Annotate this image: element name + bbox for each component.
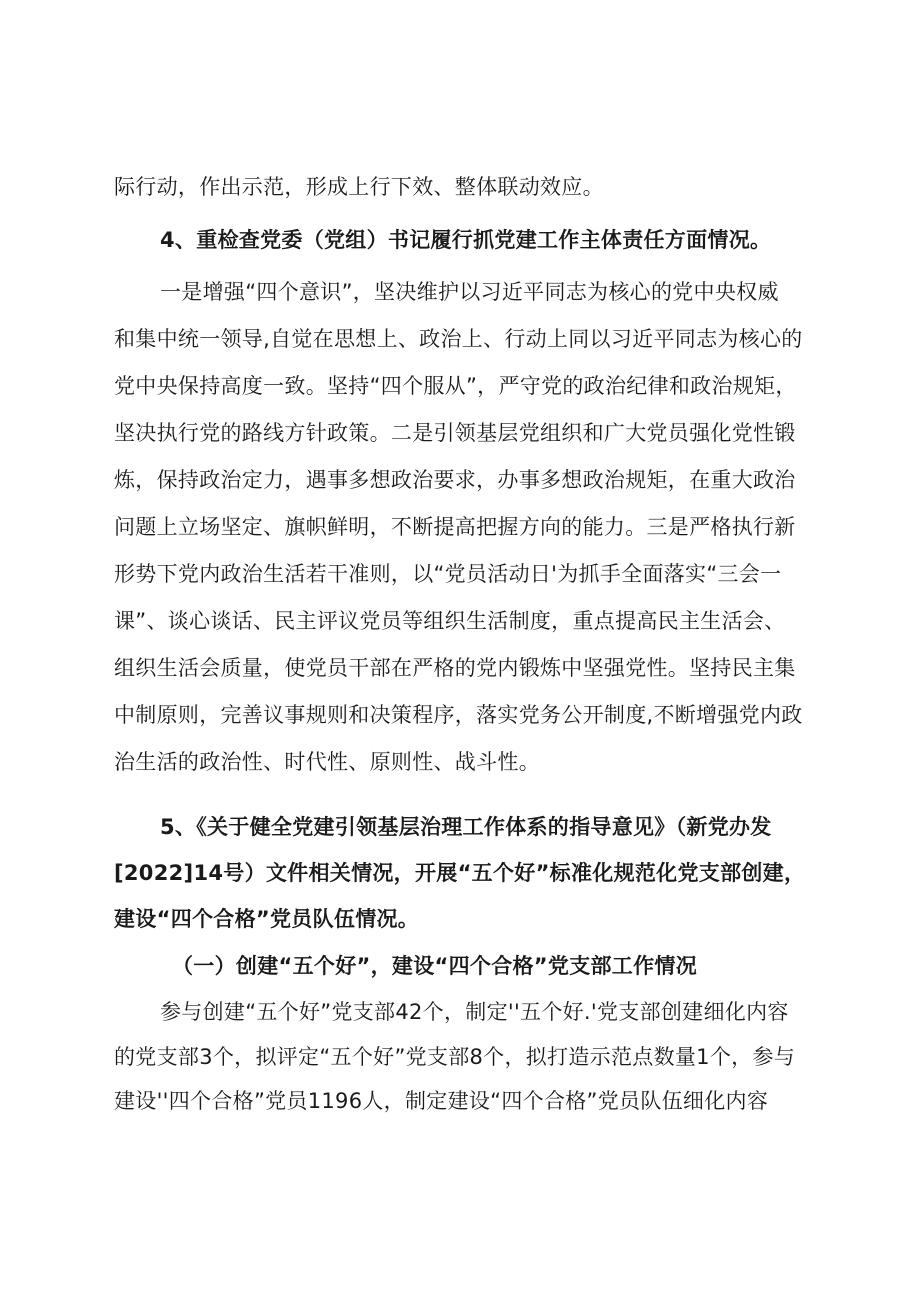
paragraph-line: 中制原则，完善议事规则和决策程序，落实党务公开制度,不断增强党内政 bbox=[114, 703, 803, 727]
section-heading-4: 4、重检查党委（党组）书记履行抓党建工作主体责任方面情况。 bbox=[160, 228, 772, 252]
paragraph-line: 一是增强“四个意识”，坚决维护以习近平同志为核心的党中央权威 bbox=[160, 280, 779, 304]
paragraph-line: 和集中统一领导,自觉在思想上、政治上、行动上同以习近平同志为核心的 bbox=[114, 327, 803, 351]
paragraph-line: 建设''四个合格”党员1196人，制定建设“四个合格”党员队伍细化内容 bbox=[114, 1089, 769, 1113]
paragraph-line: 的党支部3个，拟评定“五个好”党支部8个，拟打造示范点数量1个，参与 bbox=[114, 1045, 796, 1069]
paragraph-line: 际行动，作出示范，形成上行下效、整体联动效应。 bbox=[114, 175, 604, 199]
paragraph-line: 炼，保持政治定力，遇事多想政治要求，办事多想政治规矩，在重大政治 bbox=[114, 468, 796, 492]
paragraph-line: 党中央保持高度一致。坚持“四个服从”，严守党的政治纪律和政治规矩， bbox=[114, 374, 797, 398]
section-heading-5-cont: 建设“四个合格”党员队伍情况。 bbox=[114, 907, 420, 931]
paragraph-line: 问题上立场坚定、旗帜鲜明，不断提高把握方向的能力。三是严格执行新 bbox=[114, 515, 796, 539]
paragraph-line: 坚决执行党的路线方针政策。二是引领基层党组织和广大党员强化党性锻 bbox=[114, 421, 796, 445]
section-heading-5-cont: [2022]14号）文件相关情况，开展“五个好”标准化规范化党支部创建， bbox=[114, 861, 806, 885]
paragraph-line: 组织生活会质量，使党员干部在严格的党内锻炼中坚强党性。坚持民主集 bbox=[114, 656, 796, 680]
paragraph-line: 治生活的政治性、时代性、原则性、战斗性。 bbox=[114, 750, 540, 774]
paragraph-line: 参与创建“五个好”党支部42个，制定''五个好.'党支部创建细化内容 bbox=[160, 1000, 789, 1024]
section-heading-5: 5、《关于健全党建引领基层治理工作体系的指导意见》（新党办发 bbox=[160, 815, 772, 839]
paragraph-line: 形势下党内政治生活若干准则，以“党员活动日'为抓手全面落实“三会一 bbox=[114, 562, 782, 586]
subsection-heading-1: （一）创建“五个好”，建设“四个合格”党支部工作情况 bbox=[172, 954, 698, 978]
paragraph-line: 课”、谈心谈话、民主评议党员等组织生活制度，重点提高民主生活会、 bbox=[114, 609, 786, 633]
